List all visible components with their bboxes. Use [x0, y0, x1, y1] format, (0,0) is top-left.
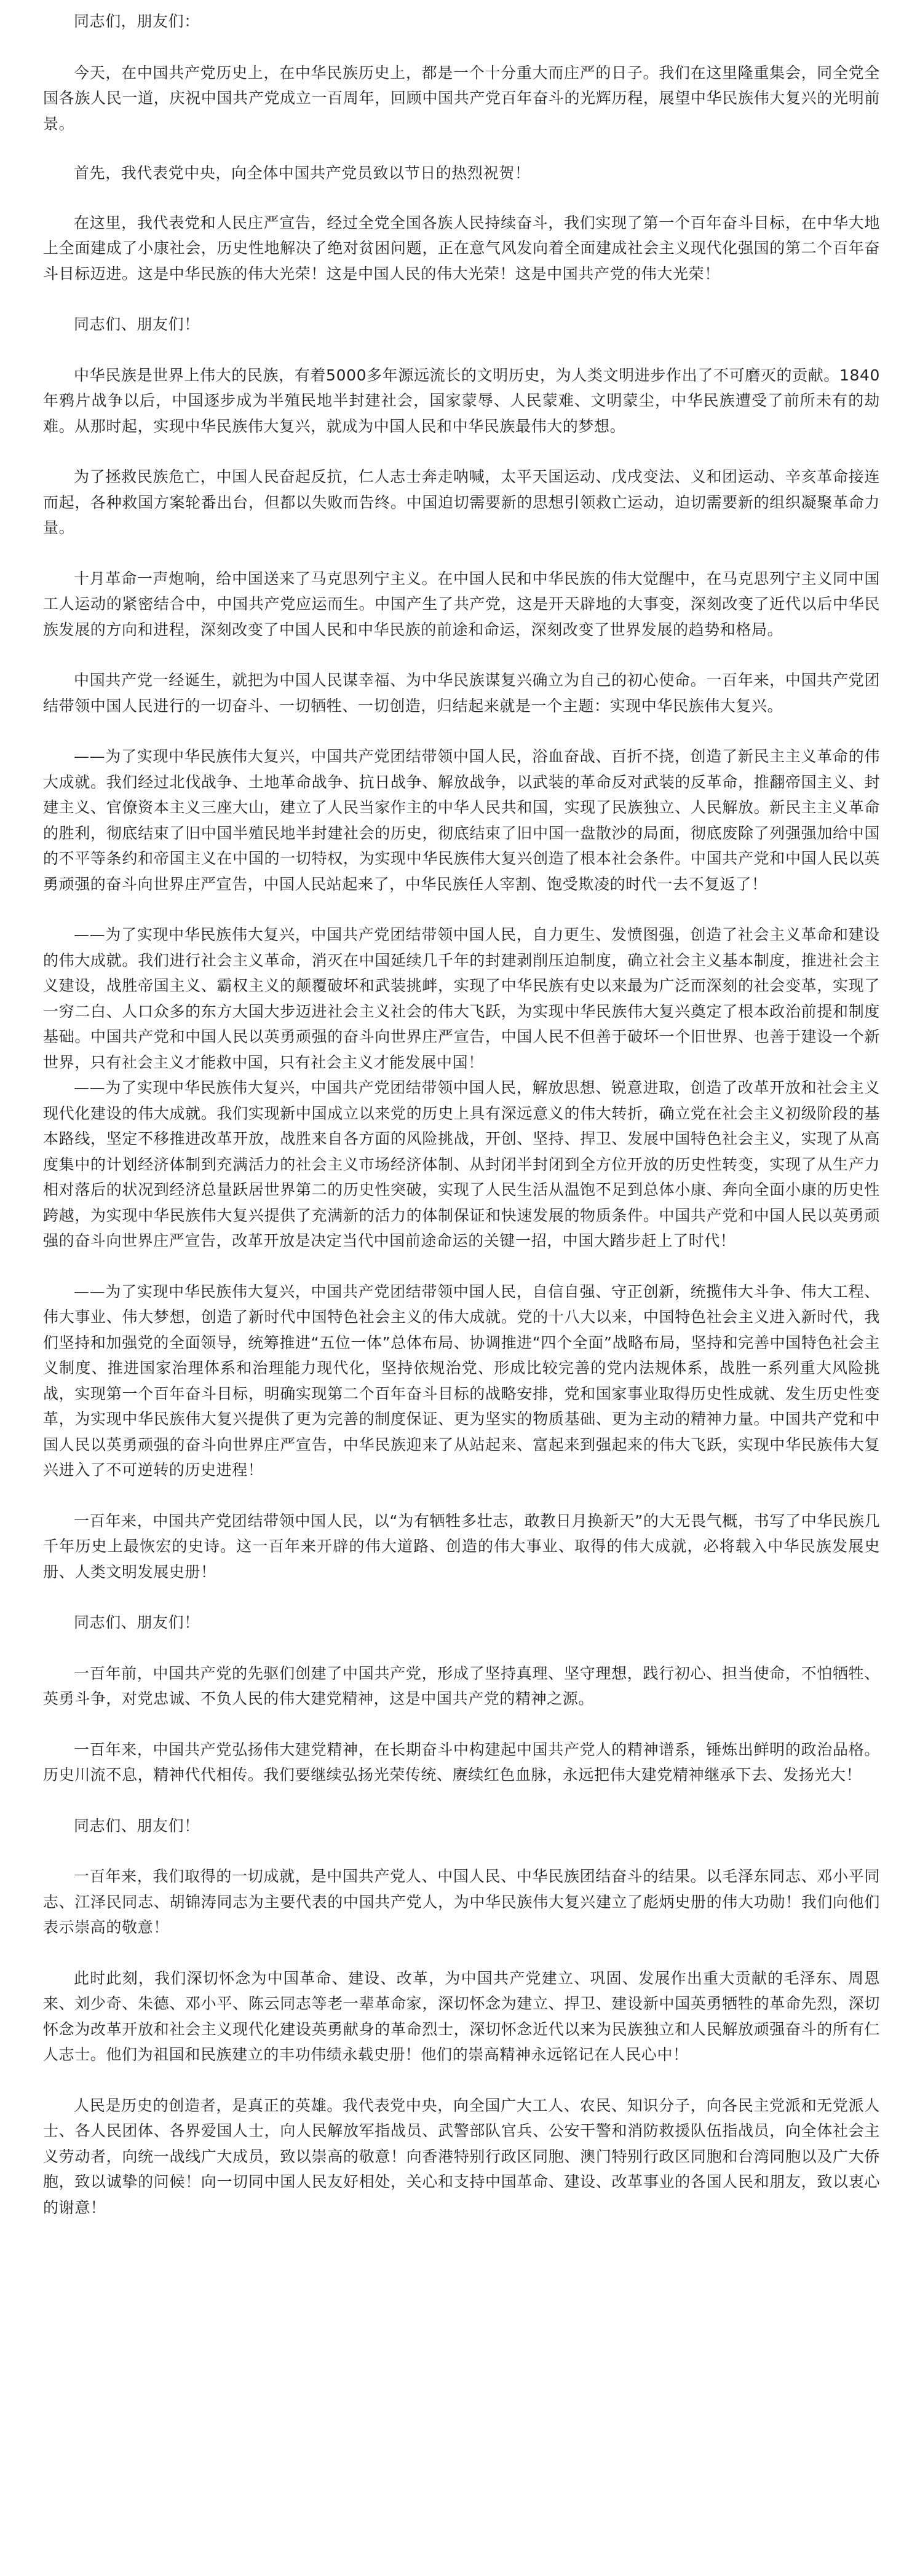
body-paragraph: 中国共产党一经诞生，就把为中国人民谋幸福、为中华民族谋复兴确立为自己的初心使命。一百年来，中国共产党团结带领中国人民进行的一切奋斗、一切牺牲、一切创造，归结起来就是一个主题：实现中华民族伟大复兴。: [43, 671, 880, 715]
body-paragraph: ——为了实现中华民族伟大复兴，中国共产党团结带领中国人民，解放思想、锐意进取，创造了改革开放和社会主义现代化建设的伟大成就。我们实现新中国成立以来党的历史上具有深远意义的伟大转折，确立党在社会主义初级阶段的基本路线，坚定不移推进改革开放，战胜来自各方面的风险挑战，开创、坚持、捍卫、发展中国特色社会主义，实现了从高度集中的计划经济体制到充满活力的社会主义市场经济体制、从封闭半封闭到全方位开放的历史性转变，实现了从生产力相对落后的状况到经济总量跃居世界第二的历史性突破，实现了人民生活从温饱不足到总体小康、奔向全面小康的历史性跨越，为实现中华民族伟大复兴提供了充满新的活力的体制保证和快速发展的物质条件。中国共产党和中国人民以英勇顽强的奋斗向世界庄严宣告，改革开放是决定当代中国前途命运的关键一招，中国大踏步赶上了时代！: [43, 1079, 880, 1250]
body-paragraph: ——为了实现中华民族伟大复兴，中国共产党团结带领中国人民，自力更生、发愤图强，创造了社会主义革命和建设的伟大成就。我们进行社会主义革命，消灭在中国延续几千年的封建剥削压迫制度，确立社会主义基本制度，推进社会主义建设，战胜帝国主义、霸权主义的颠覆破坏和武装挑衅，实现了中华民族有史以来最为广泛而深刻的社会变革，实现了一穷二白、人口众多的东方大国大步迈进社会主义社会的伟大飞跃，为实现中华民族伟大复兴奠定了根本政治前提和制度基础。中国共产党和中国人民以英勇顽强的奋斗向世界庄严宣告，中国人民不但善于破坏一个旧世界、也善于建设一个新世界，只有社会主义才能救中国，只有社会主义才能发展中国！: [43, 926, 880, 1071]
body-paragraph: 为了拯救民族危亡，中国人民奋起反抗，仁人志士奔走呐喊，太平天国运动、戊戌变法、义和团运动、辛亥革命接连而起，各种救国方案轮番出台，但都以失败而告终。中国迫切需要新的思想引领救亡运动，迫切需要新的组织凝聚革命力量。: [43, 468, 880, 537]
body-paragraph: 一百年来，我们取得的一切成就，是中国共产党人、中国人民、中华民族团结奋斗的结果。以毛泽东同志、邓小平同志、江泽民同志、胡锦涛同志为主要代表的中国共产党人，为中华民族伟大复兴建立了彪炳史册的伟大功勋！我们向他们表示崇高的敬意！: [43, 1867, 880, 1936]
body-paragraph: 此时此刻，我们深切怀念为中国革命、建设、改革，为中国共产党建立、巩固、发展作出重大贡献的毛泽东、周恩来、刘少奇、朱德、邓小平、陈云同志等老一辈革命家，深切怀念为建立、捍卫、建设新中国英勇牺牲的革命先烈，深切怀念为改革开放和社会主义现代化建设英勇献身的革命烈士，深切怀念近代以来为民族独立和人民解放顽强奋斗的所有仁人志士。他们为祖国和民族建立的丰功伟绩永载史册！他们的崇高精神永远铭记在人民心中！: [43, 1969, 880, 2063]
body-paragraph: 中华民族是世界上伟大的民族，有着5000多年源远流长的文明历史，为人类文明进步作出了不可磨灭的贡献。1840年鸦片战争以后，中国逐步成为半殖民地半封建社会，国家蒙辱、人民蒙难、文明蒙尘，中华民族遭受了前所未有的劫难。从那时起，实现中华民族伟大复兴，就成为中国人民和中华民族最伟大的梦想。: [43, 366, 880, 435]
body-paragraph: 一百年前，中国共产党的先驱们创建了中国共产党，形成了坚持真理、坚守理想，践行初心、担当使命，不怕牺牲、英勇斗争，对党忠诚、不负人民的伟大建党精神，这是中国共产党的精神之源。: [43, 1664, 880, 1707]
body-paragraph: 人民是历史的创造者，是真正的英雄。我代表党中央，向全国广大工人、农民、知识分子，向各民主党派和无党派人士、各人民团体、各界爱国人士，向人民解放军指战员、武警部队官兵、公安干警和消防救援队伍指战员，向全体社会主义劳动者，向统一战线广大成员，致以崇高的敬意！向香港特别行政区同胞、澳门特别行政区同胞和台湾同胞以及广大侨胞，致以诚挚的问候！向一切同中国人民友好相处，关心和支持中国革命、建设、改革事业的各国人民和朋友，致以衷心的谢意！: [43, 2096, 880, 2216]
body-paragraph: 一百年来，中国共产党团结带领中国人民，以“为有牺牲多壮志，敢教日月换新天”的大无畏气概，书写了中华民族几千年历史上最恢宏的史诗。这一百年来开辟的伟大道路、创造的伟大事业、取得的伟大成就，必将载入中华民族发展史册、人类文明发展史册！: [43, 1511, 880, 1581]
body-paragraph: 十月革命一声炮响，给中国送来了马克思列宁主义。在中国人民和中华民族的伟大觉醒中，在马克思列宁主义同中国工人运动的紧密结合中，中国共产党应运而生。中国产生了共产党，这是开天辟地的大事变，深刻改变了近代以后中华民族发展的方向和进程，深刻改变了中国人民和中华民族的前途和命运，深刻改变了世界发展的趋势和格局。: [43, 569, 880, 639]
body-paragraph: ——为了实现中华民族伟大复兴，中国共产党团结带领中国人民，浴血奋战、百折不挠，创造了新民主主义革命的伟大成就。我们经过北伐战争、土地革命战争、抗日战争、解放战争，以武装的革命反对武装的反革命，推翻帝国主义、封建主义、官僚资本主义三座大山，建立了人民当家作主的中华人民共和国，实现了民族独立、人民解放。新民主主义革命的胜利，彻底结束了旧中国半殖民地半封建社会的历史，彻底结束了旧中国一盘散沙的局面，彻底废除了列强强加给中国的不平等条约和帝国主义在中国的一切特权，为实现中华民族伟大复兴创造了根本社会条件。中国共产党和中国人民以英勇顽强的奋斗向世界庄严宣告，中国人民站起来了，中华民族任人宰割、饱受欺凌的时代一去不复返了！: [43, 747, 880, 893]
greeting-paragraph: 同志们、朋友们！: [74, 315, 200, 333]
body-paragraph: ——为了实现中华民族伟大复兴，中国共产党团结带领中国人民，自信自强、守正创新，统揽伟大斗争、伟大工程、伟大事业、伟大梦想，创造了新时代中国特色社会主义的伟大成就。党的十八大以来，中国特色社会主义进入新时代，我们坚持和加强党的全面领导，统筹推进“五位一体”总体布局、协调推进“四个全面”战略布局，坚持和完善中国特色社会主义制度、推进国家治理体系和治理能力现代化，坚持依规治党、形成比较完善的党内法规体系，战胜一系列重大风险挑战，实现第一个百年奋斗目标，明确实现第二个百年奋斗目标的战略安排，党和国家事业取得历史性成就、发生历史性变革，为实现中华民族伟大复兴提供了更为完善的制度保证、更为坚实的物质基础、更为主动的精神力量。中国共产党和中国人民以英勇顽强的奋斗向世界庄严宣告，中华民族迎来了从站起来、富起来到强起来的伟大飞跃，实现中华民族伟大复兴进入了不可逆转的历史进程！: [43, 1282, 880, 1479]
body-paragraph: 一百年来，中国共产党弘扬伟大建党精神，在长期奋斗中构建起中国共产党人的精神谱系，锤炼出鲜明的政治品格。历史川流不息，精神代代相传。我们要继续弘扬光荣传统、赓续红色血脉，永远把伟大建党精神继承下去、发扬光大！: [43, 1740, 880, 1784]
body-paragraph: 在这里，我代表党和人民庄严宣告，经过全党全国各族人民持续奋斗，我们实现了第一个百年奋斗目标，在中华大地上全面建成了小康社会，历史性地解决了绝对贫困问题，正在意气风发向着全面建成社会主义现代化强国的第二个百年奋斗目标迈进。这是中华民族的伟大光荣！这是中国人民的伟大光荣！这是中国共产党的伟大光荣！: [43, 213, 880, 283]
body-paragraph: 今天，在中国共产党历史上，在中华民族历史上，都是一个十分重大而庄严的日子。我们在这里隆重集会，同全党全国各族人民一道，庆祝中国共产党成立一百周年，回顾中国共产党百年奋斗的光辉历程，展望中华民族伟大复兴的光明前景。: [43, 63, 880, 133]
greeting-paragraph: 同志们、朋友们！: [74, 1816, 200, 1835]
greeting-paragraph: 同志们、朋友们！: [74, 1613, 200, 1631]
greeting-paragraph: 同志们，朋友们：: [74, 12, 200, 30]
body-paragraph: 首先，我代表党中央，向全体中国共产党员致以节日的热烈祝贺！: [74, 164, 531, 182]
